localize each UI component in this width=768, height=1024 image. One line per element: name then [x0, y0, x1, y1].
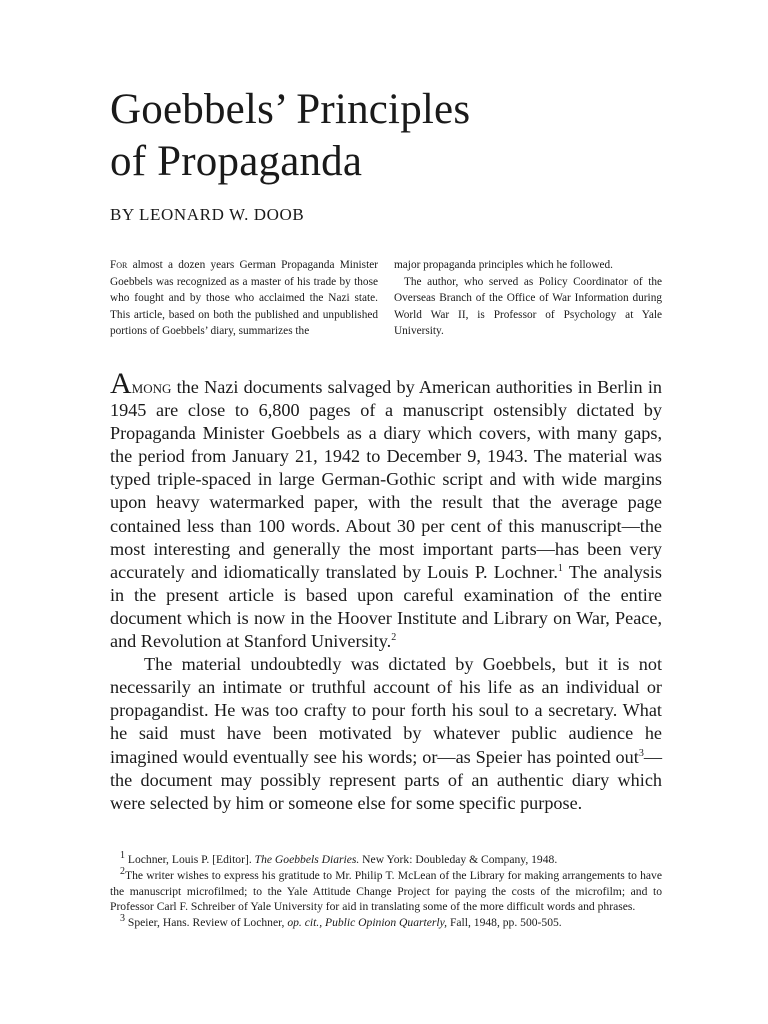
footnote-3-mark: 3 — [120, 913, 125, 925]
footnote-3 — [110, 915, 662, 931]
abstract-col2-paragraph-1: major propaganda principles which he followed. — [394, 259, 613, 271]
title-line-1: Goebbels’ Principles — [110, 86, 471, 133]
body-p2-text-b: —the document may possibly represent parts of an authentic diary which were selected by him or someone else for some specific purpose. — [110, 746, 662, 813]
footnote-ref-3: 3 — [638, 747, 644, 759]
body-paragraph-1 — [110, 367, 663, 653]
body-paragraph-2 — [110, 653, 662, 815]
footnote-3-text-b: Fall, 1948, pp. 500-505. — [447, 916, 562, 930]
author-byline: BY LEONARD W. DOOB — [110, 205, 305, 224]
body-p1-text-b: The analysis in the present article is based upon careful examination of the entire document which is now in the Hoover Institute and Library on War, Peace, and Revolution at Stanford University. — [110, 561, 663, 652]
footnote-1-title: The Goebbels Diaries. — [254, 853, 360, 866]
body-p2-text-a: The material undoubtedly was dictated by Goebbels, but it is not necessarily an intimate or truthful account of his life as an individual or propagandist. He was too crafty to pour forth his soul to a secretary. What he said must have been motivated by whatever public audience he imagined would eventually see his words; or—as Speier has pointed out — [110, 654, 662, 767]
footnote-1-text-a: Lochner, Louis P. [Editor]. — [125, 853, 255, 866]
title-line-2: of Propaganda — [110, 138, 363, 185]
article-title — [110, 84, 662, 188]
footnote-2-text: The writer wishes to express his gratitude to Mr. Philip T. McLean of the Library for making arrangements to have the manuscript microfilmed; to the Yale Attitude Change Project for paying the costs of the microfilm; and to Professor Carl F. Schreiber of Yale University for aid in translating some of the more difficult words and phrases. — [110, 868, 662, 914]
footnote-ref-1: 1 — [557, 562, 563, 574]
footnote-3-citation: op. cit., Public Opinion Quarterly, — [287, 916, 448, 930]
footnote-2-mark: 2 — [120, 865, 125, 877]
footnote-ref-2: 2 — [391, 631, 397, 643]
abstract-col2-paragraph-2: The author, who served as Policy Coordinator of the Overseas Branch of the Office of War Information during World War II, is Professor of Psychology at Yale University. — [394, 275, 662, 337]
abstract-column-right — [394, 257, 662, 340]
drop-cap: A — [110, 367, 132, 400]
footnotes — [110, 852, 662, 931]
body-p1-text-a: the Nazi documents salvaged by American authorities in Berlin in 1945 are close to 6,800 pages of a manuscript ostensibly dictated by Propaganda Minister Goebbels as a diary which covers, with many gaps, the period from January 21, 1942 to December 9, 1943. The material was typed triple-spaced in large German-Gothic script and with wide margins upon heavy watermarked paper, with the result that the average page contained less than 100 words. About 30 per cent of this manuscript—the most interesting and generally the most important parts—has been very accurately and idiomatically translated by Louis P. Lochner. — [110, 377, 662, 582]
footnote-2 — [110, 865, 662, 915]
footnote-1 — [110, 852, 662, 868]
footnote-1-text-b: New York: Doubleday & Company, 1948. — [359, 853, 558, 866]
abstract — [110, 257, 662, 340]
body-lead-smallcaps: mong — [131, 377, 172, 397]
footnote-1-mark: 1 — [120, 850, 125, 862]
abstract-column-left — [110, 257, 378, 340]
article-body — [110, 367, 663, 815]
footnote-3-text-a: Speier, Hans. Review of Lochner, — [125, 916, 288, 930]
abstract-lead: For — [110, 259, 128, 271]
abstract-col1-text: almost a dozen years German Propaganda Minister Goebbels was recognized as a master of his trade by those who fought and by those who acclaimed the Nazi state. This article, based on both the published and unpublished portions of Goebbels’ diary, summarizes the — [110, 259, 378, 337]
